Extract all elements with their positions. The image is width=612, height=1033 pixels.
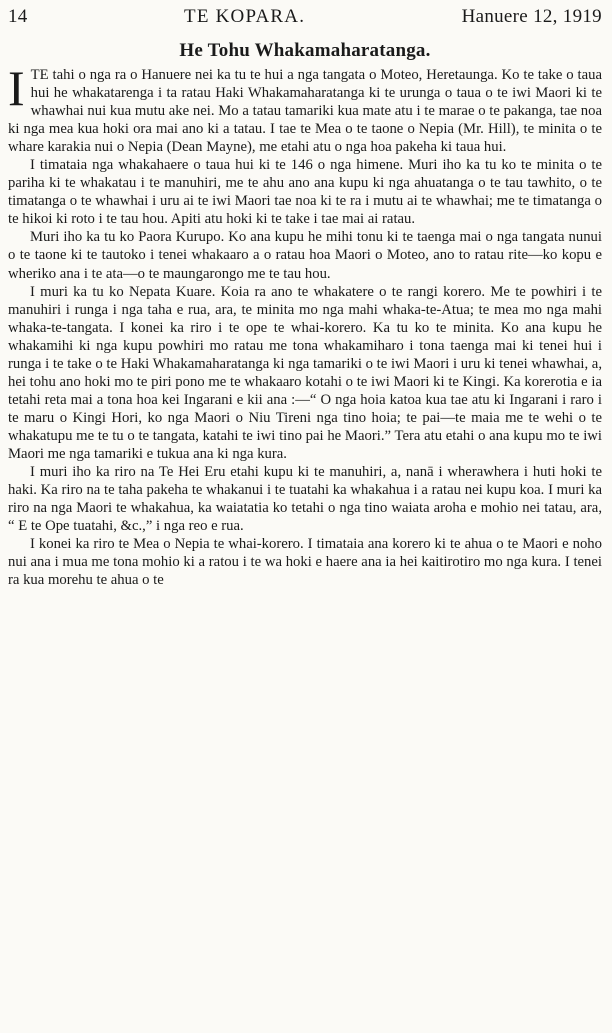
article-title: He Tohu Whakamaharatanga. bbox=[179, 40, 431, 61]
running-header bbox=[8, 0, 602, 40]
paragraph-6: I konei ka riro te Mea o Nepia te whai-korero. I timataia ana korero ki te ahua o te Maori e noho nui ana i mua me tona mohio ki a ratou i te wa hoki e haere ana ia hei kaitirotiro mo nga kura. I tenei ra kua morehu te ahua o te bbox=[8, 536, 602, 589]
publication-title: TE KOPARA. bbox=[184, 6, 306, 27]
paragraph-5: I muri iho ka riro na Te Hei Eru etahi kupu ki te manuhiri, a, nanā i wherawhera i huti hoki te haki. Ka riro na te taha pakeha te whakanui i te tuatahi ka whakahua i a ratau nei kupu koa. I muri ka riro na nga Maori te whakahua, ka waiatatia ko tetahi o nga tino waiata aroha e mohio nei tatau, ara, “ E te Ope tuatahi, &c.,” i nga reo e rua. bbox=[8, 464, 602, 535]
page-number: 14 bbox=[8, 6, 28, 27]
paragraph-2: I timataia nga whakahaere o taua hui ki te 146 o nga himene. Muri iho ka tu ko te minita o te pariha ki te whakatau i te manuhiri, me te ahu ano ana kupu ki nga ahuatanga o te tau tawhito, o te timatanga o te whawhai i uru ai te iwi Maori tae noa ki te ra i mutu ai te whawhai; me te timatanga o te hikoi ki roto i te tau hou. Apiti atu hoki ki te take i tae mai ai ratau. bbox=[8, 157, 602, 228]
issue-date: Hanuere 12, 1919 bbox=[461, 6, 602, 27]
drop-cap: I bbox=[8, 60, 25, 116]
paragraph-4: I muri ka tu ko Nepata Kuare. Koia ra ano te whakatere o te rangi korero. Me te powhiri i te manuhiri i runga i nga taha e rua, ara, te minita mo nga mahi whaka-te-Atua; te mea mo nga mahi whaka-te-tangata. I konei ka riro i te ope te whai-korero. Ka tu ko te minita. Ko ana kupu he whakamihi ki nga kupu powhiri mo ratau me tona whakamiharo i tona taenga mai ki tenei hui i runga i te take o te Haki Whakamaharatanga ki nga tamariki o te iwi Maori i uru ki tenei whawhai, a, hei tohu ano hoki mo te piri pono me te whakaaro kotahi o te iwi Maori ki te Kingi. Ka korerotia e ia tetahi reta mai a tona hoa kei Ingarani e kii ana :—“ O nga hoia katoa kua tae atu ki Ingarani i raro i te maru o Kingi Hori, ko nga Maori o Niu Tireni nga tino hoia; te pai—te maia me te wehi o te whakatupu me te tu o te tangata, katahi te iwi tino pai he Maori.” Tera atu etahi o ana kupu mo te iwi Maori me nga tamariki e tukua ana ki nga kura. bbox=[8, 283, 602, 462]
paragraph-1 bbox=[8, 60, 602, 156]
paragraph-1-text: TE tahi o nga ra o Hanuere nei ka tu te hui a nga tangata o Moteo, Heretaunga. Ko te take o taua hui he whakatarenga i ta ratau Haki Whakamaharatanga ki te urunga o taua o te iwi Maori ki te whawhai nui kua mutu ake nei. Mo a tatau tamariki kua mate atu i te marae o te pakanga, tae noa ki nga mea kua hoki ora mai ano ki a tatau. I tae te Mea o te taone o Nepia (Mr. Hill), te minita o te whare karakia nui o Nepia (Dean Mayne), me etahi atu o nga hoa pakeha ki taua hui. bbox=[8, 67, 602, 156]
paragraph-3: Muri iho ka tu ko Paora Kurupo. Ko ana kupu he mihi tonu ki te taenga mai o nga tangata nunui o te taone ki te tautoko i tenei whakaaro a o ratau hoa Maori o Moteo, ano to ratau rite—ko kopu e wheriko ana i te ata—o te maungarongo me te tau hou. bbox=[8, 229, 602, 282]
article-body bbox=[8, 60, 602, 589]
